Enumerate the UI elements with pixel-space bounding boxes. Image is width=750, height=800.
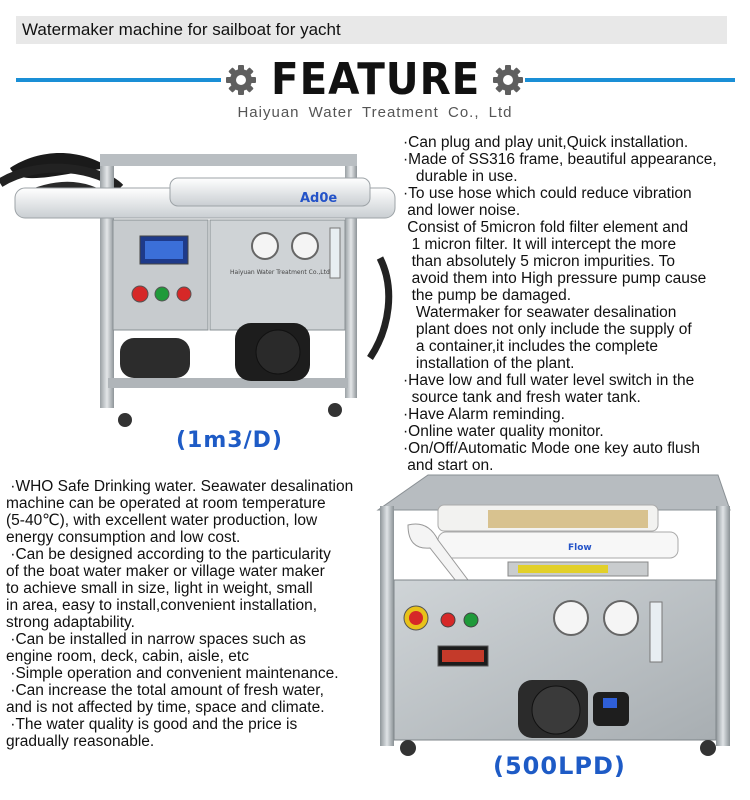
list-item: engine room, deck, cabin, aisle, etc (6, 648, 249, 665)
list-item: plant does not only include the supply of (403, 321, 692, 338)
list-item: 1 micron filter. It will intercept the more (403, 236, 677, 253)
list-item: ·To use hose which could reduce vibration (403, 185, 692, 202)
list-item: ·Have low and full water level switch in the (403, 372, 695, 389)
gear-icon (492, 64, 524, 96)
list-item: ·Have Alarm reminding. (403, 406, 565, 423)
list-item: Consist of 5micron fold filter element and (403, 219, 689, 236)
list-item: and is not affected by time, space and climate. (6, 699, 325, 716)
svg-text:Haiyuan Water Treatment Co.,Lt: Haiyuan Water Treatment Co.,Ltd (230, 269, 330, 276)
list-item: the pump be damaged. (403, 287, 572, 304)
vessel-label: Flow (568, 543, 592, 553)
company-name: Haiyuan Water Treatment Co., Ltd (237, 104, 513, 121)
list-item: (5-40℃), with excellent water production, low (6, 512, 318, 529)
list-item: ·Can be installed in narrow spaces such as (6, 631, 306, 648)
watermaker-photo-500lpd (368, 470, 750, 760)
list-item: and lower noise. (403, 202, 521, 219)
feature-list-right (403, 134, 748, 474)
list-item: avoid them into High pressure pump cause (403, 270, 707, 287)
list-item: of the boat water maker or village water maker (6, 563, 325, 580)
list-item: Watermaker for seawater desalination (403, 304, 677, 321)
caption-500lpd: (500LPD) (493, 752, 626, 780)
list-item: ·WHO Safe Drinking water. Seawater desalination (6, 478, 354, 495)
feature-list-left (6, 478, 368, 750)
list-item: ·Can be designed according to the particularity (6, 546, 331, 563)
watermaker-photo-1m3d (0, 128, 400, 438)
list-item: energy consumption and low cost. (6, 529, 241, 546)
list-item: ·Simple operation and convenient maintenance. (6, 665, 339, 682)
list-item: durable in use. (403, 168, 518, 185)
list-item: ·Online water quality monitor. (403, 423, 604, 440)
list-item: ·Can plug and play unit,Quick installation. (403, 134, 689, 151)
list-item: installation of the plant. (403, 355, 575, 372)
list-item: ·The water quality is good and the price is (6, 716, 298, 733)
list-item: strong adaptability. (6, 614, 135, 631)
header-rule-left (16, 78, 221, 82)
list-item: gradually reasonable. (6, 733, 155, 750)
list-item: to achieve small in size, light in weight, small (6, 580, 313, 597)
list-item: ·Can increase the total amount of fresh water, (6, 682, 324, 699)
page-title: Watermaker machine for sailboat for yacht (16, 16, 727, 44)
header-rule-right (525, 78, 735, 82)
list-item: machine can be operated at room temperature (6, 495, 326, 512)
list-item: ·Made of SS316 frame, beautiful appearance, (403, 151, 717, 168)
list-item: and start on. (403, 457, 494, 474)
list-item: than absolutely 5 micron impurities. To (403, 253, 675, 270)
list-item: in area, easy to install,convenient installation, (6, 597, 318, 614)
list-item: source tank and fresh water tank. (403, 389, 641, 406)
caption-1m3d: (1m3/D) (176, 428, 283, 453)
list-item: a container,it includes the complete (403, 338, 659, 355)
gear-icon (225, 64, 257, 96)
feature-heading: FEATURE (271, 54, 481, 105)
list-item: ·On/Off/Automatic Mode one key auto flush (403, 440, 700, 457)
vessel-label: Ad0e (300, 191, 338, 206)
